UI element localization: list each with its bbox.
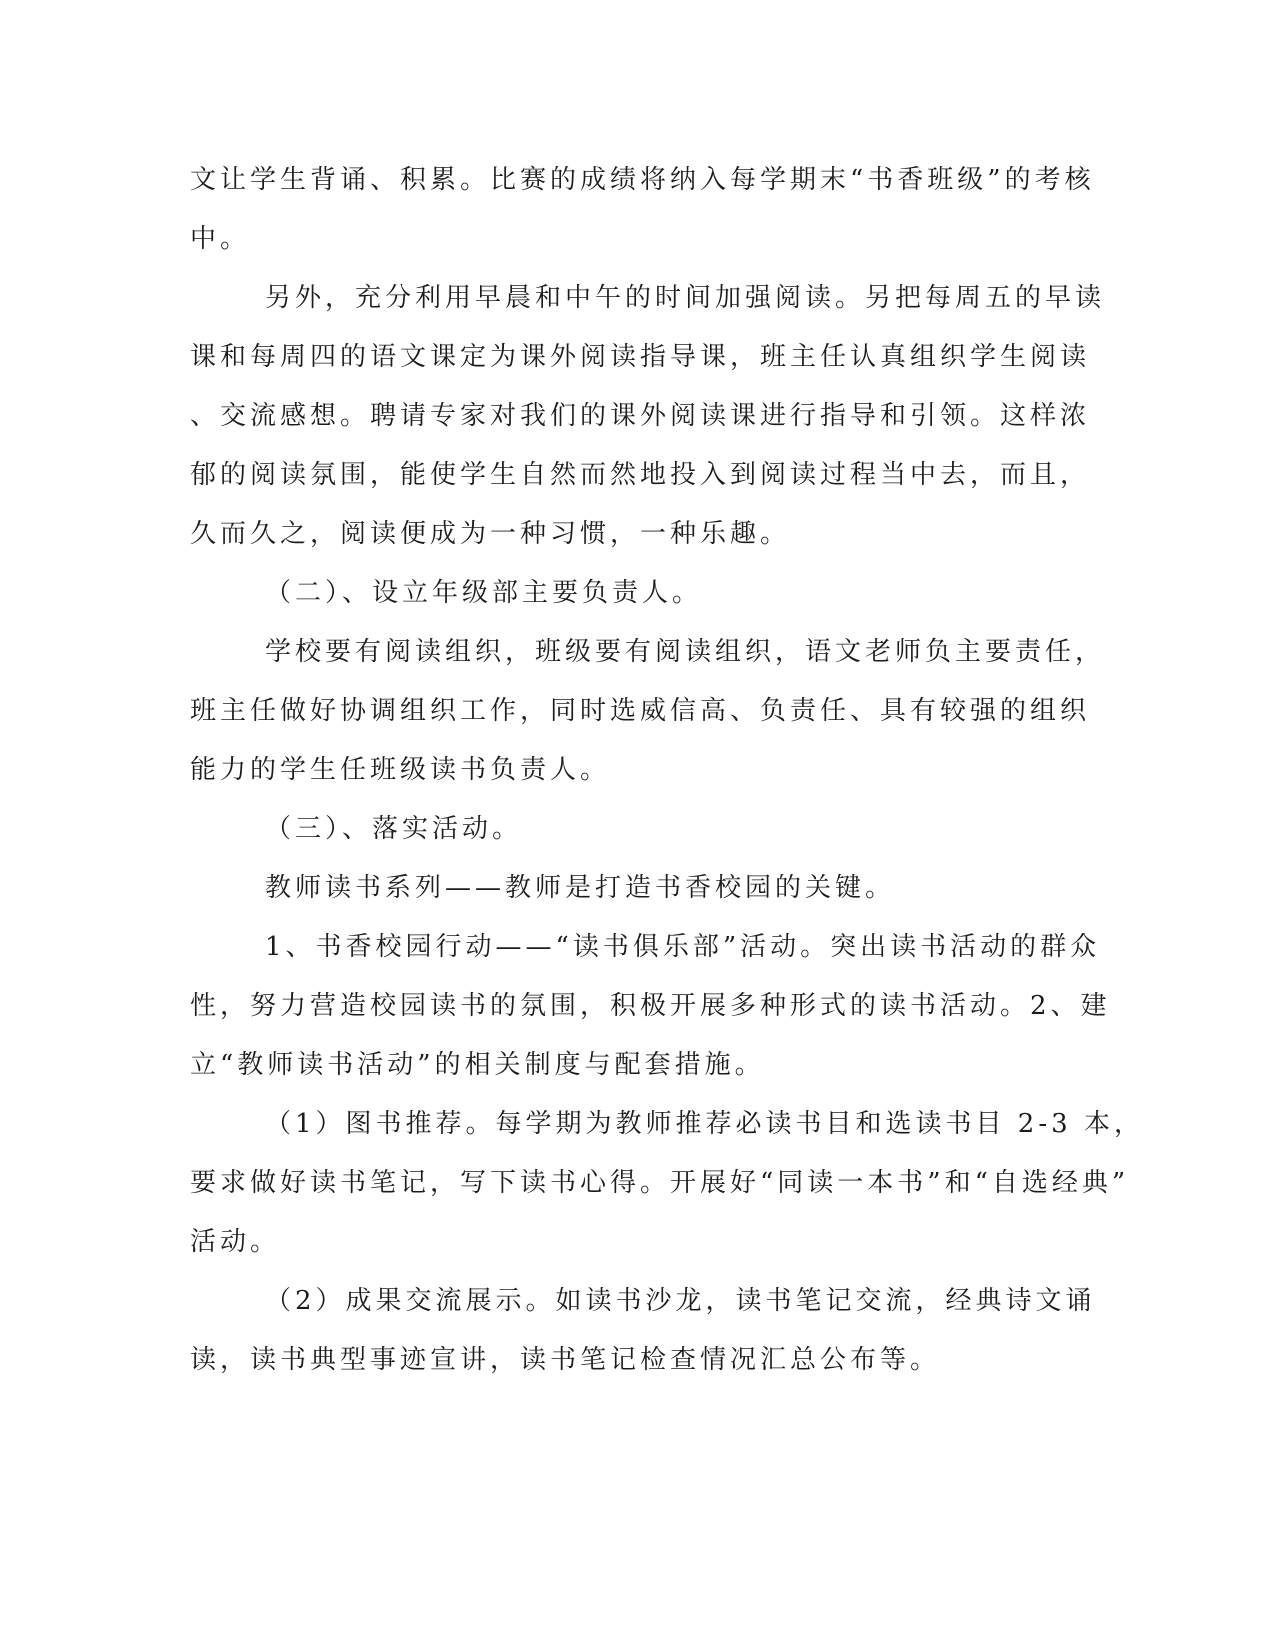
text-line: 活动。 — [190, 1227, 281, 1257]
text-line: 郁的阅读氛围，能使学生自然而然地投入到阅读过程当中去，而且， — [190, 460, 1091, 490]
paragraph-start-line: （1）图书推荐。每学期为教师推荐必读书目和选读书目 2-3 本， — [265, 1109, 1144, 1139]
text-line: 久而久之，阅读便成为一种习惯，一种乐趣。 — [190, 519, 791, 549]
text-line: 性，努力营造校园读书的氛围，积极开展多种形式的读书活动。2、建 — [190, 991, 1111, 1021]
paragraph-start-line: 教师读书系列——教师是打造书香校园的关键。 — [265, 873, 896, 903]
text-line: 文让学生背诵、积累。比赛的成绩将纳入每学期末“书香班级”的考核 — [190, 165, 1095, 195]
text-line: 班主任做好协调组织工作，同时选威信高、负责任、具有较强的组织 — [190, 696, 1091, 726]
paragraph-start-line: 另外，充分利用早晨和中午的时间加强阅读。另把每周五的早读 — [265, 283, 1106, 313]
paragraph-start-line: 1、书香校园行动——“读书俱乐部”活动。突出读书活动的群众 — [265, 932, 1101, 962]
text-line: 中。 — [190, 224, 251, 254]
text-line: 课和每周四的语文课定为课外阅读指导课，班主任认真组织学生阅读 — [190, 342, 1091, 372]
section-heading: （三）、落实活动。 — [265, 814, 523, 844]
text-line: 要求做好读书笔记，写下读书心得。开展好“同读一本书”和“自选经典” — [190, 1168, 1130, 1198]
section-heading: （二）、设立年级部主要负责人。 — [265, 578, 703, 608]
paragraph-start-line: （2）成果交流展示。如读书沙龙，读书笔记交流，经典诗文诵 — [265, 1286, 1096, 1316]
text-line: 、交流感想。聘请专家对我们的课外阅读课进行指导和引领。这样浓 — [190, 401, 1091, 431]
text-line: 能力的学生任班级读书负责人。 — [190, 755, 611, 785]
text-line: 立“教师读书活动”的相关制度与配套措施。 — [190, 1050, 765, 1080]
paragraph-start-line: 学校要有阅读组织，班级要有阅读组织，语文老师负主要责任， — [265, 637, 1106, 667]
text-line: 读，读书典型事迹宣讲，读书笔记检查情况汇总公布等。 — [190, 1345, 941, 1375]
